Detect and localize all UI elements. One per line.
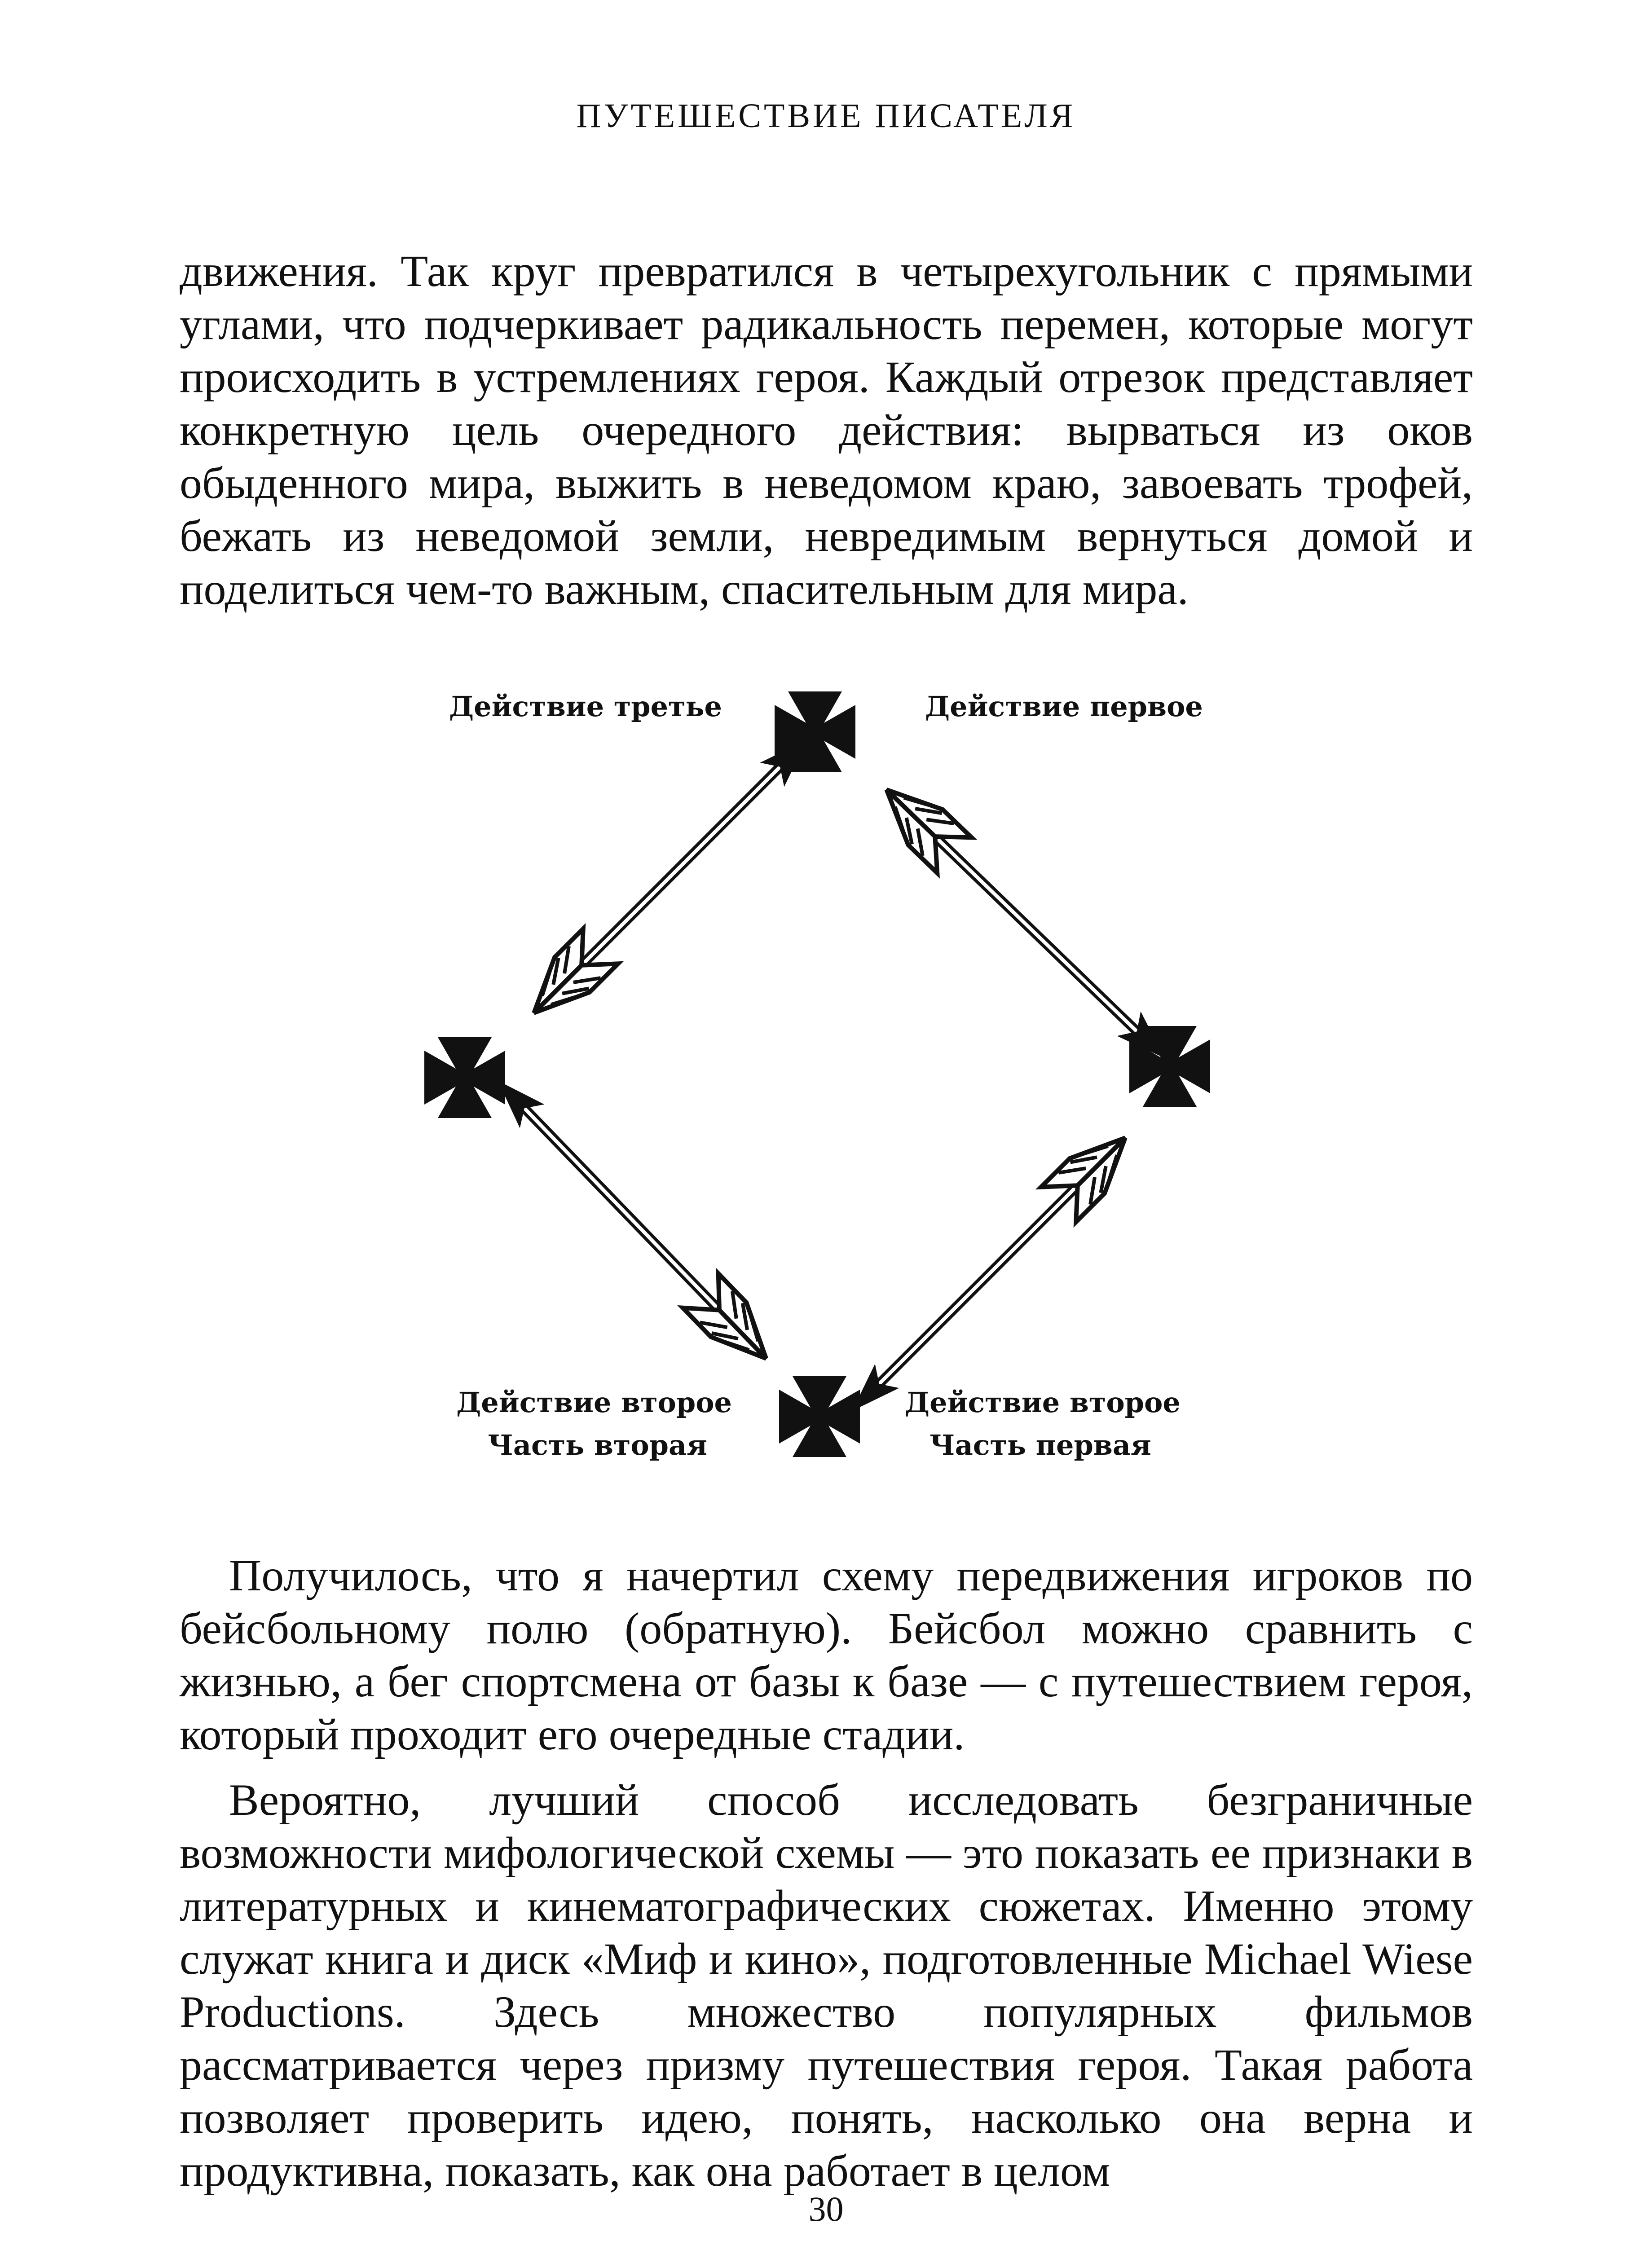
label-act-three: Действие третье bbox=[449, 690, 722, 723]
paragraph-1: движения. Так круг превратился в четырехугольник с прямыми углами, что подчеркивает радикальность перемен, которые могут происходить в устремлениях героя. Каждый отрезок представляет конкретную цель очередного действия: вырваться из оков обыденного мира, выжить в неведомом краю, завоевать трофей, бежать из неведомой земли, невредимым вернуться домой и поделиться чем-то важным, спасительным для мира. bbox=[180, 246, 1473, 614]
paragraph-3: Вероятно, лучший способ исследовать безграничные возможности мифологической схемы — это показать ее признаки в литературных и кинематографических сюжетах. Именно этому служат книга и диск «Миф и кино», подготовленные Michael Wiese Productions. Здесь множество популярных фильмов рассматривается через призму путешествия героя. Такая работа позволяет проверить идею, понять, насколько она верна и продуктивна, показать, как она работает в целом bbox=[180, 1775, 1473, 2196]
label-act-two-part-two-line2: Часть вторая bbox=[488, 1429, 707, 1461]
running-head: ПУТЕШЕСТВИЕ ПИСАТЕЛЯ bbox=[576, 97, 1076, 135]
label-act-two-part-two-line1: Действие второе bbox=[456, 1386, 732, 1419]
arrow-icon bbox=[480, 1064, 784, 1376]
page-number: 30 bbox=[808, 2189, 844, 2228]
cross-pattee-icon bbox=[424, 1037, 505, 1118]
cross-pattee-icon bbox=[779, 1376, 860, 1457]
arrow-icon bbox=[869, 772, 1181, 1076]
label-act-two-part-one-line1: Действие второе bbox=[905, 1386, 1181, 1419]
label-act-two-part-one-line2: Часть первая bbox=[930, 1429, 1151, 1461]
arrow-icon bbox=[835, 1120, 1143, 1428]
paragraph-2: Получилось, что я начертил схему передвижения игроков по бейсбольному полю (обратную). Бейсбол можно сравнить с жизнью, а бег спортсмена от базы к базе — с путешествием героя, который проходит его очередные стадии. bbox=[180, 1550, 1473, 1759]
arrow-icon bbox=[516, 722, 824, 1030]
label-act-one: Действие первое bbox=[925, 690, 1203, 723]
